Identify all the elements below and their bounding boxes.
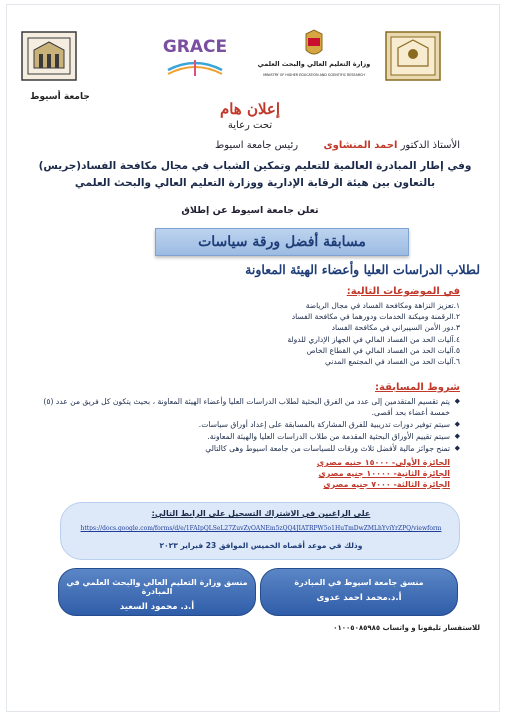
registration-link[interactable]: https://docs.google.com/forms/d/e/1FAIpQLSeL27ZuvZyOANEm5zQQ4JIATRPW5o1HuTmDwZMLhYviYrZPQ/viewform bbox=[80, 525, 442, 532]
announcement-title: إعلان هام bbox=[219, 100, 281, 118]
coordinator-name: أ.د. محمود السعيد bbox=[119, 602, 195, 612]
logo-row bbox=[20, 30, 490, 102]
coordinator-name: أ.د.محمد احمد عدوى bbox=[316, 593, 402, 603]
contact-line: للاستفسار تليفونا و واتساب ٠١٠٠٥٠٨٥٩٨٥ bbox=[333, 624, 480, 632]
prize-third: الجائزة الثالثة- ٧٠٠٠ جنيه مصري bbox=[323, 479, 450, 489]
topics-heading: في الموضوعات التالية: bbox=[346, 286, 460, 297]
condition-item: ◆ تمنح جوائز مالية لأفضل ثلاث ورقات للسياسات من جامعة اسيوط وهى كالتالي bbox=[205, 444, 460, 453]
intro-line-2: بالتعاون بين هيئة الرقابة الإدارية ووزارة التعليم العالي والبحث العلمي bbox=[74, 177, 436, 189]
diamond-bullet-icon: ◆ bbox=[454, 432, 460, 440]
ministry-name-en: MINISTRY OF HIGHER EDUCATION AND SCIENTIFIC RESEARCH bbox=[263, 73, 365, 77]
condition-item: ◆ سيتم تقييم الأوراق البحثية المقدمة من طلاب الدراسات العليا والهيئة المعاونة. bbox=[207, 432, 460, 441]
sponsorship-label: تحت رعاية bbox=[227, 120, 273, 131]
patron-role: رئيس جامعة اسيوط bbox=[214, 140, 299, 151]
ministry-logo-icon bbox=[257, 30, 371, 82]
conditions-heading: شروط المسابقة: bbox=[375, 382, 460, 393]
topic-item: ٦.آليات الحد من الفساد في المجتمع المدني bbox=[324, 357, 460, 367]
coordinator-role: منسق وزارة التعليم العالي والبحث العلمي في المبادرة bbox=[66, 578, 248, 596]
intro-paragraph bbox=[20, 158, 490, 192]
coordinator-role: منسق جامعة اسيوط في المبادرة bbox=[294, 578, 424, 587]
prizes-list bbox=[200, 458, 450, 490]
registration-deadline: وذلك في موعد أقصاه الخميس الموافق 23 فبراير ٢٠٢٣ bbox=[159, 541, 363, 550]
ministry-coordinator-card bbox=[58, 568, 256, 616]
diamond-bullet-icon: ◆ bbox=[454, 420, 460, 428]
assiut-university-logo-icon bbox=[20, 30, 78, 82]
patron-name: احمد المنشاوى bbox=[323, 140, 398, 151]
intro-line-1: وفي إطار المبادرة العالمية للتعليم وتمكين الشباب في مجال مكافحة الفساد(جريس) bbox=[38, 160, 472, 172]
grace-logo-icon bbox=[158, 30, 232, 82]
prize-first: الجائزة الأولى- ١٥٠٠٠ جنيه مصري bbox=[316, 458, 450, 467]
diamond-bullet-icon: ◆ bbox=[454, 397, 460, 405]
topic-item: ٣.دور الأمن السيبراني في مكافحة الفساد bbox=[331, 323, 460, 333]
registration-title: على الراغبين في الاشتراك التسجيل على الرابط التالي: bbox=[151, 509, 371, 518]
diamond-bullet-icon: ◆ bbox=[454, 444, 460, 452]
condition-item: ◆ سيتم توفير دورات تدريبية للفرق المشاركة بالمسابقة على إعداد أوراق سياسات. bbox=[198, 420, 460, 429]
prize-second: الجائزة الثانية- ١٠٠٠٠ جنيه مصري bbox=[318, 468, 450, 478]
topic-item: ٢.الرقمنة وميكنة الخدمات ودورهما في مكافحة الفساد bbox=[291, 312, 460, 322]
competition-audience: لطلاب الدراسات العليا وأعضاء الهيئة المعاونة bbox=[245, 262, 480, 277]
grace-logo-text: GRACE bbox=[162, 37, 228, 57]
topic-item: ١.تعزيز النزاهة ومكافحة الفساد في مجال الرياضة bbox=[305, 301, 460, 310]
competition-title-banner: مسابقة أفضل ورقة سياسات bbox=[155, 228, 409, 256]
topics-list bbox=[200, 300, 460, 367]
registration-box bbox=[60, 502, 460, 560]
patron-line bbox=[140, 140, 460, 151]
condition-item: ◆ يتم تقسيم المتقدمين إلى عدد من الفرق البحثية لطلاب الدراسات العليا وأعضاء الهيئة المعاونة ، بحيث يتكون كل فريق من عدد (٥) خمسة أعضاء بحد أقصى. bbox=[43, 397, 460, 417]
assiut-coordinator-card bbox=[260, 568, 458, 616]
patron-prefix: الأستاذ الدكتور bbox=[400, 140, 460, 151]
ministry-name-ar: وزارة التعليم العالي والبحث العلمي bbox=[257, 60, 371, 68]
conditions-list bbox=[40, 396, 460, 455]
launch-line: تعلن جامعة اسيوط عن إطلاق bbox=[181, 205, 319, 216]
assiut-logo-caption: جامعة أسيوط bbox=[30, 92, 90, 102]
accreditation-logo-icon bbox=[384, 30, 442, 82]
topic-item: ٤.آليات الحد من الفساد المالي في الجهاز الإداري للدولة bbox=[287, 334, 460, 344]
topic-item: ٥.آليات الحد من الفساد المالي في القطاع الخاص bbox=[306, 345, 460, 355]
